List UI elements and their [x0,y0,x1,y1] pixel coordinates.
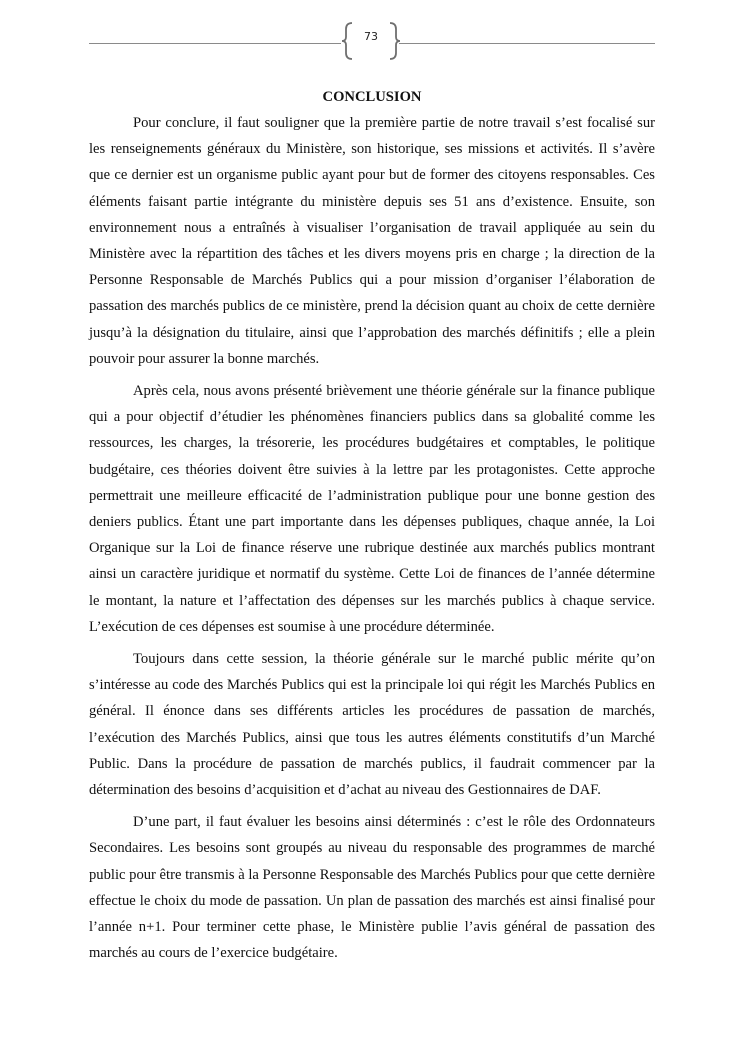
header-rule-right [399,43,655,44]
document-body [89,84,655,973]
page-number: 73 [364,30,378,43]
paragraph: Après cela, nous avons présenté brièvement une théorie générale sur la finance publique qui a pour objectif d’étudier les phénomènes financiers publics dans sa globalité comme les ressources, les charges, la trésorerie, les procédures budgétaires et comptables, le politique budgétaire, ces théories doivent être suivies à la lettre par les protagonistes. Cette approche permettrait une meilleure efficacité de l’administration publique pour une bonne gestion des deniers publics. Étant une part importante dans les dépenses publiques, chaque année, la Loi Organique sur la Loi de finance réserve une rubrique destinée aux marchés publics montrant ainsi un caractère juridique et normatif du système. Cette Loi de finances de l’année détermine le montant, la nature et l’affectation des dépenses sur les marchés publics à chaque service. L’exécution de ces dépenses est soumise à une procédure déterminée. [89,383,655,635]
page-header [89,20,655,64]
right-bracket-icon [387,22,401,60]
section-title: CONCLUSION [322,89,422,105]
header-rule-left [89,43,341,44]
paragraph: D’une part, il faut évaluer les besoins ainsi déterminés : c’est le rôle des Ordonnateurs Secondaires. Les besoins sont groupés au niveau du responsable des programmes de marché public pour être transmis à la Personne Responsable des Marchés Publics pour que cette dernière effectue le choix du mode de passation. Un plan de passation des marchés est ainsi finalisé pour l’année n+1. Pour terminer cette phase, le Ministère publie l’avis général de passation des marchés au cours de l’exercice budgétaire. [89,814,655,962]
paragraph: Pour conclure, il faut souligner que la première partie de notre travail s’est focalisé sur les renseignements généraux du Ministère, son historique, ses missions et activités. Il s’avère que ce dernier est un organisme public ayant pour but de former des citoyens responsables. Ces éléments faisant partie intégrante du ministère depuis ses 51 ans d’existence. Ensuite, son environnement nous a entraînés à visualiser l’organisation de travail appliquée au sein du Ministère avec la répartition des tâches et les divers moyens pris en charge ; la direction de la Personne Responsable de Marchés Publics qui a pour mission d’organiser l’élaboration de passation des marchés publics de ce ministère, prend la décision quant au choix de cette dernière jusqu’à la désignation du titulaire, ainsi que l’approbation des marchés définitifs ; elle a plein pouvoir pour assurer la bonne marchés. [89,115,655,367]
paragraph: Toujours dans cette session, la théorie générale sur le marché public mérite qu’on s’intéresse au code des Marchés Publics qui est la principale loi qui régit les Marchés Publics en général. Il énonce dans ses différents articles les procédures de passation de marchés, l’exécution des Marchés Publics, ainsi que tous les autres éléments constitutifs d’un Marché Public. Dans la procédure de passation de marchés publics, il faudrait commencer par la détermination des besoins d’acquisition et d’achat au niveau des Gestionnaires de DAF. [89,651,655,799]
